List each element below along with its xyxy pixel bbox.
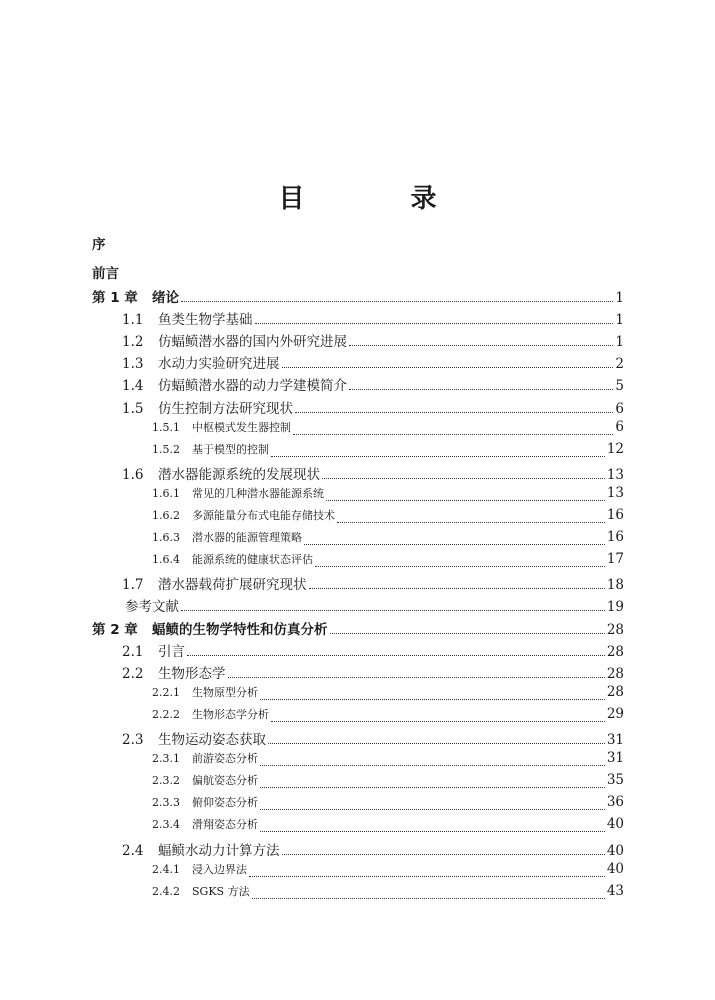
toc-entry-page: 6 xyxy=(615,418,624,435)
toc-entry[interactable] xyxy=(125,595,624,617)
toc-entry-page: 2 xyxy=(615,356,624,373)
toc-entry[interactable] xyxy=(152,794,624,816)
toc-entry[interactable] xyxy=(122,662,624,684)
toc-entry-page: 40 xyxy=(606,860,624,877)
toc-entry-number: 2.3 xyxy=(122,732,144,748)
dot-leader xyxy=(282,853,605,855)
toc-entry[interactable] xyxy=(152,551,624,573)
toc-entry-title: 引言 xyxy=(158,643,185,660)
toc-entry[interactable] xyxy=(152,883,624,905)
toc-entry-title: 能源系统的健康状态评估 xyxy=(192,553,313,567)
dot-leader xyxy=(260,808,605,810)
toc-entry-page: 5 xyxy=(615,378,624,395)
toc-entry-title: 仿蝠鲼潜水器的动力学建模简介 xyxy=(158,378,347,395)
toc-entry-page: 17 xyxy=(606,551,624,568)
toc-entry[interactable] xyxy=(152,750,624,772)
toc-entry-page: 28 xyxy=(606,643,624,660)
toc-entry-number: 1.5 xyxy=(122,400,144,417)
toc-entry-number: 1.6.1 xyxy=(152,486,180,500)
dot-leader xyxy=(268,742,605,744)
dot-leader xyxy=(326,499,605,501)
front-matter-foreword: 前言 xyxy=(92,266,119,282)
toc-entry-number: 第 1 章 xyxy=(92,290,138,306)
dot-leader xyxy=(181,609,605,611)
toc-entry-number: 1.1 xyxy=(122,312,144,329)
dot-leader xyxy=(260,830,605,832)
toc-entry-number: 2.2 xyxy=(122,665,144,682)
toc-entry-number: 1.4 xyxy=(122,378,144,395)
toc-entry-page: 40 xyxy=(606,842,624,859)
toc-entry-title: 潜水器的能源管理策略 xyxy=(192,531,302,545)
dot-leader xyxy=(349,344,613,346)
toc-entry-page: 1 xyxy=(615,312,624,329)
dot-leader xyxy=(271,720,605,722)
toc-entry-number: 2.4 xyxy=(122,842,144,859)
toc-entry-title: 多源能量分布式电能存储技术 xyxy=(192,509,335,522)
toc-entry-number: 2.3.4 xyxy=(152,818,180,832)
toc-entry-title: 俯仰姿态分析 xyxy=(192,796,258,810)
toc-entry[interactable] xyxy=(152,772,624,794)
toc-entry-page: 31 xyxy=(606,750,624,767)
toc-entry[interactable] xyxy=(152,485,624,507)
toc-entry-title: 水动力实验研究进展 xyxy=(158,356,280,373)
toc-entry[interactable] xyxy=(122,330,624,352)
dot-leader xyxy=(304,543,605,545)
toc-entry-page: 6 xyxy=(615,400,624,417)
dot-leader xyxy=(349,388,613,390)
toc-entry-number: 1.3 xyxy=(122,356,144,373)
toc-entry[interactable] xyxy=(122,640,624,662)
toc-entry-page: 28 xyxy=(606,683,624,700)
dot-leader xyxy=(260,764,605,766)
dot-leader xyxy=(187,654,605,656)
toc-entry-title: 参考文献 xyxy=(125,599,179,616)
toc-entry-number: 第 2 章 xyxy=(92,621,138,638)
toc-entry-number: 2.3.3 xyxy=(152,796,180,810)
toc-entry-number: 1.5.1 xyxy=(152,420,180,434)
toc-entry-title: 中枢模式发生器控制 xyxy=(192,420,291,434)
toc-entry-page: 28 xyxy=(606,665,624,682)
toc-entry-number: 2.2.2 xyxy=(152,707,180,721)
toc-entry-title: 仿生控制方法研究现状 xyxy=(158,400,293,417)
toc-entry-page: 29 xyxy=(606,705,624,722)
toc-entry-page: 43 xyxy=(606,882,624,899)
toc-entry-number: 2.4.2 xyxy=(152,884,180,898)
toc-entry-title: 潜水器能源系统的发展现状 xyxy=(158,466,320,483)
toc-entry[interactable] xyxy=(122,352,624,374)
toc-entry-page: 36 xyxy=(606,794,624,811)
dot-leader xyxy=(260,698,605,700)
toc-entry[interactable] xyxy=(152,861,624,883)
toc-entry-title: 鱼类生物学基础 xyxy=(158,312,253,329)
toc-entry-title: 仿蝠鲼潜水器的国内外研究进展 xyxy=(158,334,347,351)
toc-entry[interactable] xyxy=(122,308,624,330)
toc-entry-title: 生物原型分析 xyxy=(192,685,258,699)
toc-entry-page: 18 xyxy=(606,577,624,594)
toc-entry-page: 16 xyxy=(606,529,624,546)
dot-leader xyxy=(260,786,605,788)
toc-entry[interactable] xyxy=(122,839,624,861)
toc-entry-number: 2.3.2 xyxy=(152,774,180,788)
toc-entry-title: 前游姿态分析 xyxy=(192,752,258,766)
toc-entry[interactable] xyxy=(122,463,624,485)
toc-entry-number: 2.1 xyxy=(122,643,144,660)
toc-entry-number: 1.6.4 xyxy=(152,553,180,567)
toc-entry[interactable] xyxy=(152,684,624,706)
dot-leader xyxy=(282,366,614,368)
toc-entry[interactable] xyxy=(152,507,624,529)
toc-entry-number: 2.4.1 xyxy=(152,862,180,876)
dot-leader xyxy=(181,300,613,302)
toc-entry-number: 2.2.1 xyxy=(152,685,180,699)
toc-entry-page: 40 xyxy=(606,816,624,833)
toc-entry-title: 常见的几种潜水器能源系统 xyxy=(192,486,324,500)
toc-entry-page: 16 xyxy=(606,507,624,523)
toc-entry[interactable] xyxy=(152,419,624,441)
toc-entry[interactable] xyxy=(122,374,624,396)
toc-entry-page: 1 xyxy=(615,290,624,306)
toc-entry-page: 28 xyxy=(606,621,624,638)
dot-leader xyxy=(249,875,605,877)
toc-entry-title: 潜水器载荷扩展研究现状 xyxy=(158,577,307,594)
toc-entry[interactable] xyxy=(122,397,624,419)
page-title: 目 录 xyxy=(278,184,477,214)
toc-entry[interactable] xyxy=(152,706,624,728)
toc-entry[interactable] xyxy=(92,286,624,308)
toc-entry[interactable] xyxy=(152,816,624,838)
toc-entry-title: 生物形态学分析 xyxy=(192,707,269,721)
toc-entry-number: 1.6 xyxy=(122,466,144,483)
dot-leader xyxy=(293,433,613,435)
toc-entry-title: 绪论 xyxy=(152,290,179,306)
toc-entry-page: 35 xyxy=(606,772,624,789)
toc-entry-title: 偏航姿态分析 xyxy=(192,774,258,788)
toc-entry-number: 1.5.2 xyxy=(152,442,180,456)
toc-entry-number: 2.3.1 xyxy=(152,752,180,766)
toc-entry-number: 1.2 xyxy=(122,334,144,351)
dot-leader xyxy=(330,632,605,634)
toc-entry-number: 1.6.3 xyxy=(152,531,180,545)
dot-leader xyxy=(271,455,605,457)
dot-leader xyxy=(309,587,605,589)
toc-entry-title: 生物运动姿态获取 xyxy=(158,732,266,748)
toc-entry-title: 蝠鲼的生物学特性和仿真分析 xyxy=(152,621,328,638)
toc-entry-page: 12 xyxy=(606,440,624,457)
toc-entry[interactable] xyxy=(152,529,624,551)
toc-entry-page: 13 xyxy=(606,484,624,501)
front-matter-preface: 序 xyxy=(92,237,106,253)
toc-entry-title: 浸入边界法 xyxy=(192,862,247,876)
toc-entry[interactable] xyxy=(152,441,624,463)
toc-entry[interactable] xyxy=(92,618,624,640)
toc-entry[interactable] xyxy=(122,728,624,750)
toc-entry-title: 滑翔姿态分析 xyxy=(192,818,258,832)
toc-entry-number: 1.7 xyxy=(122,577,144,594)
toc-entry-number: 1.6.2 xyxy=(152,509,180,522)
toc-entry-title: 蝠鲼水动力计算方法 xyxy=(158,842,280,859)
toc-entry-title: 生物形态学 xyxy=(158,665,226,682)
toc-entry-page: 19 xyxy=(606,599,624,616)
dot-leader xyxy=(255,322,614,324)
dot-leader xyxy=(295,411,613,413)
toc-entry-title: 基于模型的控制 xyxy=(192,442,269,456)
dot-leader xyxy=(252,897,605,899)
toc-entry-page: 31 xyxy=(606,732,624,748)
toc-entry-page: 1 xyxy=(615,334,624,351)
dot-leader xyxy=(337,521,605,523)
dot-leader xyxy=(315,565,605,567)
toc-entry-title: SGKS 方法 xyxy=(192,884,250,898)
dot-leader xyxy=(322,477,605,479)
dot-leader xyxy=(228,676,605,678)
toc-entry[interactable] xyxy=(122,573,624,595)
toc-entry-page: 13 xyxy=(606,466,624,483)
